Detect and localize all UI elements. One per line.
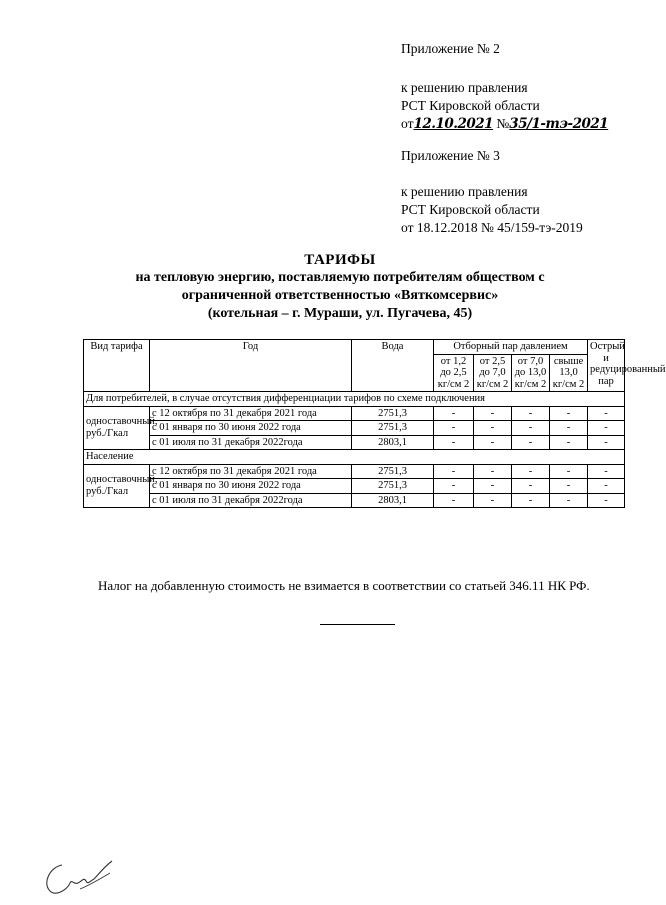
tariffs-table [83, 339, 666, 508]
sharp-steam-value: - [588, 435, 625, 450]
header-sharp-steam: Острый и редуцированный пар [588, 340, 625, 392]
steam-2-value: - [474, 464, 512, 479]
water-value: 2751,3 [352, 464, 434, 479]
title-line1: на тепловую энергию, поставляемую потребителям обществом с [135, 270, 545, 285]
steam-2-value: - [474, 479, 512, 494]
water-value: 2751,3 [352, 421, 434, 436]
header-steam-col-2: от 2,5 до 7,0 кг/см 2 [474, 354, 512, 392]
steam-3-value: - [512, 406, 550, 421]
header-year: Год [150, 340, 352, 392]
steam-4-value: - [550, 406, 588, 421]
period-cell: с 01 июля по 31 декабря 2022года [150, 435, 352, 450]
steam-3-value: - [512, 479, 550, 494]
water-value: 2803,1 [352, 493, 434, 508]
header-tariff-type: Вид тарифа [84, 340, 150, 392]
tariff-type-cell: одноставочный, руб./Гкал [84, 464, 150, 508]
appendix-3-line3: от 18.12.2018 № 45/159-тэ-2019 [401, 220, 583, 235]
appendix-2-number: 35/1-тэ-2021 [509, 116, 609, 132]
title-line3: (котельная – г. Мураши, ул. Пугачева, 45) [207, 306, 473, 321]
table-row [84, 435, 625, 450]
tariff-type-cell: одноставочный, руб./Гкал [84, 406, 150, 450]
sharp-steam-value: - [588, 464, 625, 479]
end-divider [320, 624, 395, 625]
water-value: 2751,3 [352, 479, 434, 494]
steam-1-value: - [434, 479, 474, 494]
steam-1-value: - [434, 493, 474, 508]
appendix-3-block [401, 147, 583, 237]
steam-2-value: - [474, 493, 512, 508]
table-row [84, 493, 625, 508]
appendix-2-number-prefix: № [496, 116, 510, 131]
signature-mark [40, 855, 120, 900]
header-steam-col-4: свыше 13,0 кг/см 2 [550, 354, 588, 392]
appendix-2-line1: к решению правления [401, 80, 528, 95]
header-steam-col-1: от 1,2 до 2,5 кг/см 2 [434, 354, 474, 392]
steam-3-value: - [512, 464, 550, 479]
section-label: Для потребителей, в случае отсутствия дифференциации тарифов по схеме подключения [84, 392, 625, 407]
tax-note: Налог на добавленную стоимость не взимается в соответствии со статьей 346.11 НК РФ. [98, 578, 590, 593]
header-steam-col-3: от 7,0 до 13,0 кг/см 2 [512, 354, 550, 392]
table-row [84, 479, 625, 494]
steam-3-value: - [512, 435, 550, 450]
appendix-3-line1: к решению правления [401, 184, 528, 199]
table-row [84, 464, 625, 479]
appendix-2-date-line [401, 115, 608, 133]
period-cell: с 12 октября по 31 декабря 2021 года [150, 464, 352, 479]
appendix-2-date-prefix: от [401, 116, 414, 131]
title-main: ТАРИФЫ [304, 252, 376, 268]
steam-1-value: - [434, 421, 474, 436]
document-title [60, 251, 620, 323]
steam-3-value: - [512, 421, 550, 436]
steam-1-value: - [434, 406, 474, 421]
steam-2-value: - [474, 435, 512, 450]
sharp-steam-value: - [588, 493, 625, 508]
steam-2-value: - [474, 406, 512, 421]
table-row [84, 406, 625, 421]
period-cell: с 01 января по 30 июня 2022 года [150, 479, 352, 494]
period-cell: с 01 января по 30 июня 2022 года [150, 421, 352, 436]
appendix-2-line2: РСТ Кировской области [401, 98, 540, 113]
sharp-steam-value: - [588, 479, 625, 494]
sharp-steam-value: - [588, 406, 625, 421]
header-water: Вода [352, 340, 434, 392]
steam-1-value: - [434, 464, 474, 479]
section-label: Население [84, 450, 625, 465]
steam-4-value: - [550, 464, 588, 479]
appendix-2-title: Приложение № 2 [401, 41, 500, 56]
steam-2-value: - [474, 421, 512, 436]
steam-4-value: - [550, 493, 588, 508]
appendix-2-block [401, 40, 608, 133]
steam-4-value: - [550, 435, 588, 450]
steam-4-value: - [550, 421, 588, 436]
section-row [84, 392, 625, 407]
steam-1-value: - [434, 435, 474, 450]
water-value: 2803,1 [352, 435, 434, 450]
appendix-3-line2: РСТ Кировской области [401, 202, 540, 217]
period-cell: с 01 июля по 31 декабря 2022года [150, 493, 352, 508]
steam-3-value: - [512, 493, 550, 508]
section-row [84, 450, 625, 465]
table-row [84, 421, 625, 436]
header-steam-group: Отборный пар давлением [434, 340, 588, 355]
sharp-steam-value: - [588, 421, 625, 436]
appendix-2-date: 12.10.2021 [413, 116, 494, 132]
water-value: 2751,3 [352, 406, 434, 421]
steam-4-value: - [550, 479, 588, 494]
title-line2: ограниченной ответственностью «Вяткомсервис» [181, 288, 499, 303]
period-cell: с 12 октября по 31 декабря 2021 года [150, 406, 352, 421]
appendix-3-title: Приложение № 3 [401, 148, 500, 163]
